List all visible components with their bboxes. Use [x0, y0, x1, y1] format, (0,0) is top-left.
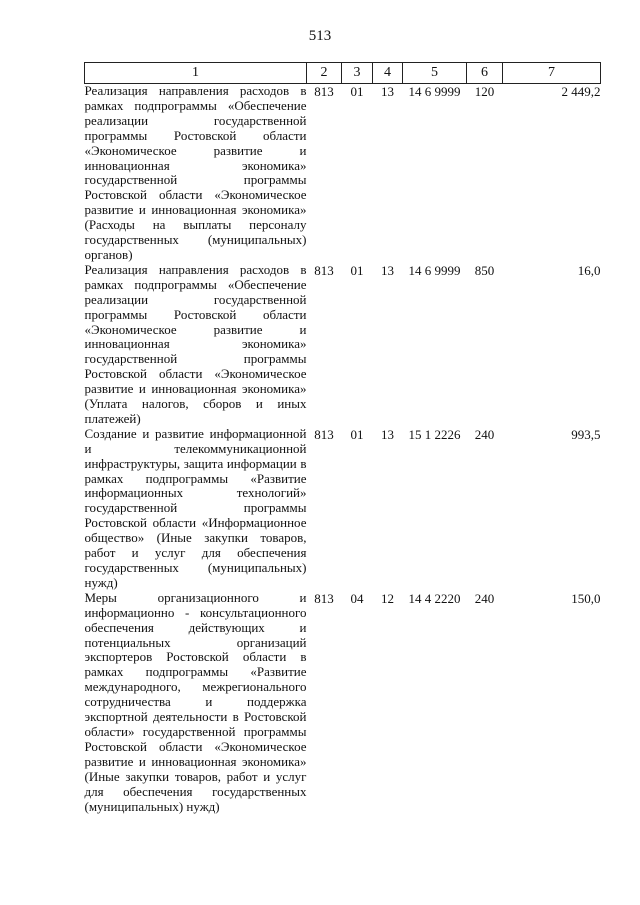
row-ministry-code: 813: [314, 84, 334, 99]
row-amount: 150,0: [571, 590, 601, 606]
page-number: 513: [308, 28, 332, 44]
row-amount: 2 449,2: [561, 84, 601, 99]
row-description: Меры организационного и информационно - консультационного обеспечения действующих и потенциальных организаций экспортеров Ростовской области в рамках подпрограммы «Развитие международного, межрегионального сотрудничества и поддержка экспортной деятельности в Ростовской области» государственной программы Ростовской области «Экономическое развитие и инновационная экономика» (Иные закупки товаров, работ и услуг для обеспечения государственных (муниципальных) нужд): [84, 589, 307, 814]
row-amount: 16,0: [577, 262, 601, 278]
table-row: [85, 84, 601, 263]
row-section: 04: [350, 590, 364, 606]
row-expense-type: 240: [474, 590, 495, 606]
row-ministry-code: 813: [314, 262, 334, 278]
row-target-article: 15 1 2226: [408, 426, 461, 442]
row-section: 01: [350, 262, 364, 278]
row-subsection: 13: [381, 84, 394, 99]
column-header-1: 1: [85, 63, 307, 84]
row-expense-type: 850: [474, 262, 495, 278]
column-header-2: 2: [307, 63, 342, 84]
row-subsection: 13: [381, 426, 394, 442]
row-target-article: 14 6 9999: [408, 262, 461, 278]
table-header-row: [85, 63, 601, 84]
column-header-3: 3: [342, 63, 373, 84]
budget-table: [84, 62, 601, 814]
row-subsection: 12: [381, 590, 394, 606]
table-row: [85, 263, 601, 427]
row-description: Реализация направления расходов в рамках подпрограммы «Обеспечение реализации государственной программы Ростовской области «Экономическое развитие и инновационная экономика» государственной программы Ростовской области «Экономическое развитие и инновационная экономика» (Расходы на выплаты персоналу государственных (муниципальных) органов): [84, 83, 307, 262]
column-header-6: 6: [467, 63, 503, 84]
column-header-5: 5: [403, 63, 467, 84]
row-target-article: 14 4 2220: [408, 590, 461, 606]
column-header-4: 4: [373, 63, 403, 84]
row-description: Реализация направления расходов в рамках подпрограммы «Обеспечение реализации государственной программы Ростовской области «Экономическое развитие и инновационная экономика» государственной программы Ростовской области «Экономическое развитие и инновационная экономика» (Уплата налогов, сборов и иных платежей): [84, 261, 307, 426]
row-subsection: 13: [381, 262, 394, 278]
row-expense-type: 120: [474, 84, 495, 99]
table-row: [85, 427, 601, 591]
row-expense-type: 240: [474, 426, 495, 442]
row-ministry-code: 813: [314, 426, 334, 442]
row-target-article: 14 6 9999: [408, 84, 461, 99]
table-row: [85, 591, 601, 815]
row-amount: 993,5: [571, 426, 601, 442]
row-section: 01: [350, 426, 364, 442]
column-header-7: 7: [503, 63, 601, 84]
row-section: 01: [350, 84, 364, 99]
row-description: Создание и развитие информационной и телекоммуникационной инфраструктуры, защита информации в рамках подпрограммы «Развитие информационных технологий» государственной программы Ростовской области «Информационное общество» (Иные закупки товаров, работ и услуг для обеспечения государственных (муниципальных) нужд): [84, 425, 307, 590]
row-ministry-code: 813: [314, 590, 334, 606]
